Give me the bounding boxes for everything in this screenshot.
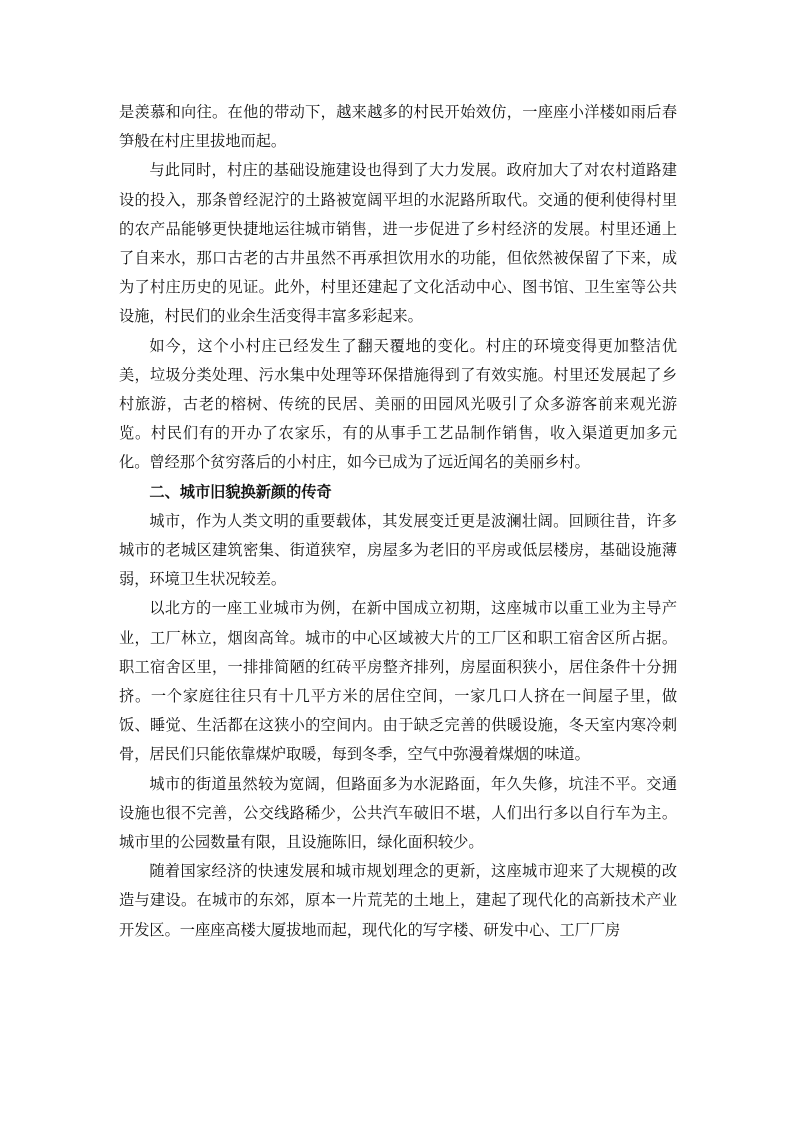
document-body bbox=[119, 98, 677, 945]
paragraph-city-renewal: 随着国家经济的快速发展和城市规划理念的更新，这座城市迎来了大规模的改造与建设。在城市的东郊，原本一片荒芜的土地上，建起了现代化的高新技术产业开发区。一座座高楼大厦拔地而起，现代化的写字楼、研发中心、工厂厂房 bbox=[119, 862, 677, 939]
paragraph-city-streets: 城市的街道虽然较为宽阔，但路面多为水泥路面，年久失修，坑洼不平。交通设施也很不完善，公交线路稀少，公共汽车破旧不堪，人们出行多以自行车为主。城市里的公园数量有限，且设施陈旧，绿化面积较少。 bbox=[119, 774, 677, 852]
paragraph-infrastructure: 与此同时，村庄的基础设施建设也得到了大力发展。政府加大了对农村道路建设的投入，那条曾经泥泞的土路被宽阔平坦的水泥路所取代。交通的便利使得村里的农产品能够更快捷地运往城市销售，进一步促进了乡村经济的发展。村里还通上了自来水，那口古老的古井虽然不再承担饮用水的功能，但依然被保留了下来，成为了村庄历史的见证。此外，村里还建起了文化活动中心、图书馆、卫生室等公共设施，村民们的业余生活变得丰富多彩起来。 bbox=[119, 161, 677, 326]
section-heading: 二、城市旧貌换新颜的传奇 bbox=[149, 482, 332, 501]
paragraph-industrial-city: 以北方的一座工业城市为例，在新中国成立初期，这座城市以重工业为主导产业，工厂林立，烟囱高耸。城市的中心区域被大片的工厂区和职工宿舍区所占据。职工宿舍区里，一排排简陋的红砖平房整齐排列，房屋面积狭小，居住条件十分拥挤。一个家庭往往只有十几平方米的居住空间，一家几口人挤在一间屋子里，做饭、睡觉、生活都在这狭小的空间内。由于缺乏完善的供暖设施，冬天室内寒冷刺骨，居民们只能依靠煤炉取暖，每到冬季，空气中弥漫着煤烟的味道。 bbox=[119, 599, 677, 764]
paragraph-city-intro: 城市，作为人类文明的重要载体，其发展变迁更是波澜壮阔。回顾往昔，许多城市的老城区建筑密集、街道狭窄，房屋多为老旧的平房或低层楼房，基础设施薄弱，环境卫生状况较差。 bbox=[119, 511, 677, 589]
paragraph-village-today: 如今，这个小村庄已经发生了翻天覆地的变化。村庄的环境变得更加整洁优美，垃圾分类处理、污水集中处理等环保措施得到了有效实施。村里还发展起了乡村旅游，古老的榕树、传统的民居、美丽的田园风光吸引了众多游客前来观光游览。村民们有的开办了农家乐，有的从事手工艺品制作销售，收入渠道更加多元化。曾经那个贫穷落后的小村庄，如今已成为了远近闻名的美丽乡村。 bbox=[119, 336, 677, 472]
paragraph-continuation: 是羡慕和向往。在他的带动下，越来越多的村民开始效仿，一座座小洋楼如雨后春笋般在村庄里拔地而起。 bbox=[119, 103, 677, 151]
